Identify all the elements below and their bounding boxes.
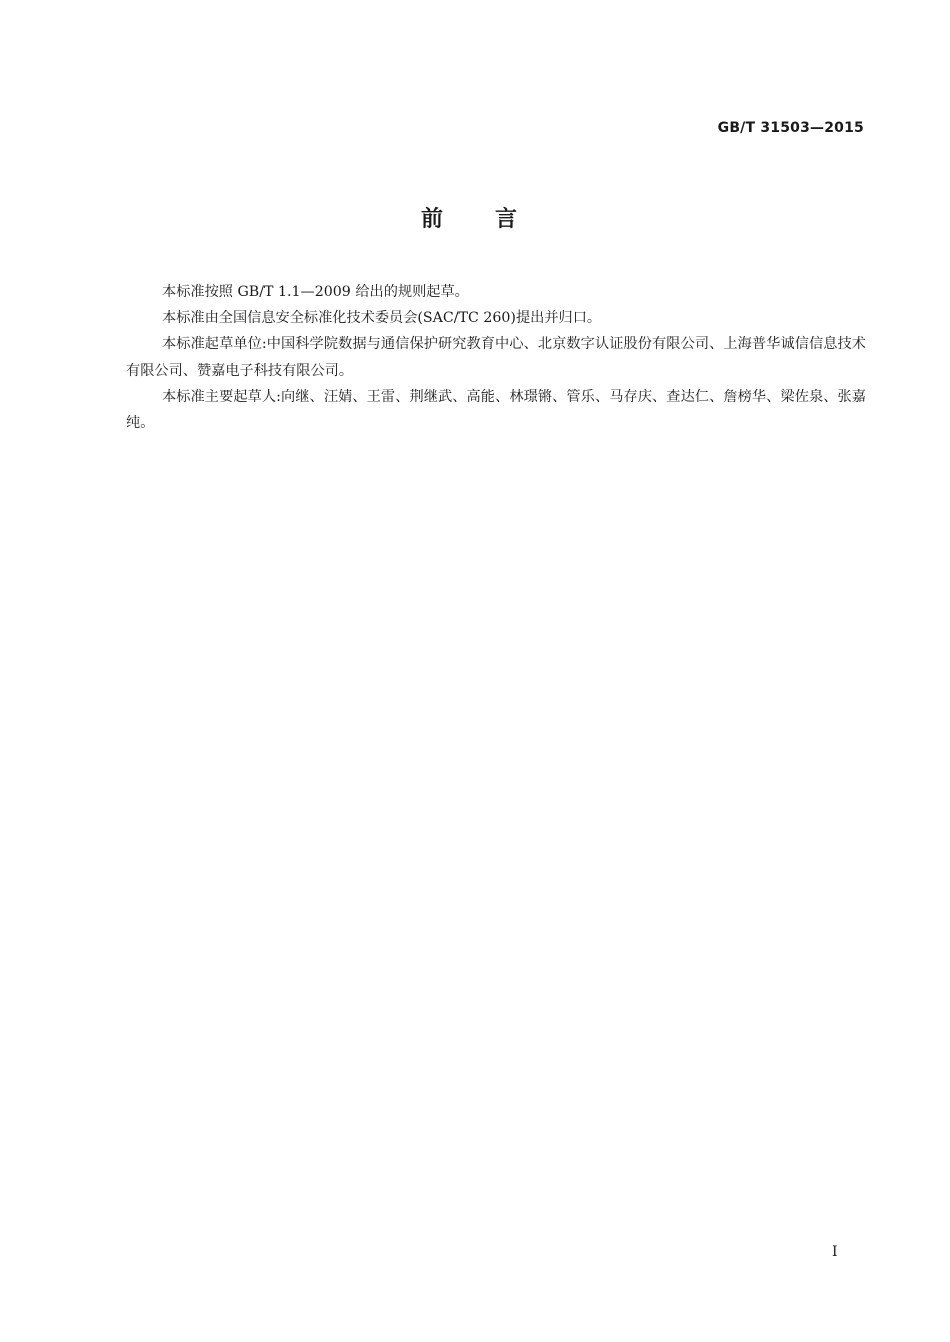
foreword-body <box>126 279 866 436</box>
paragraph-drafting-rules: 本标准按照 GB/T 1.1—2009 给出的规则起草。 <box>162 284 469 300</box>
paragraph-proposer: 本标准由全国信息安全标准化技术委员会(SAC/TC 260)提出并归口。 <box>162 310 602 327</box>
page-number: I <box>832 1244 838 1260</box>
paragraph-drafting-units: 本标准起草单位:中国科学院数据与通信保护研究教育中心、北京数字认证股份有限公司、上海普华诚信信息技术有限公司、赞嘉电子科技有限公司。 <box>126 336 866 379</box>
paragraph-drafters: 本标准主要起草人:向继、汪婧、王雷、荆继武、高能、林璟锵、管乐、马存庆、查达仁、詹榜华、梁佐泉、张嘉纯。 <box>126 388 866 432</box>
standard-number: GB/T 31503—2015 <box>717 120 864 136</box>
page-title: 前言 <box>420 207 569 232</box>
